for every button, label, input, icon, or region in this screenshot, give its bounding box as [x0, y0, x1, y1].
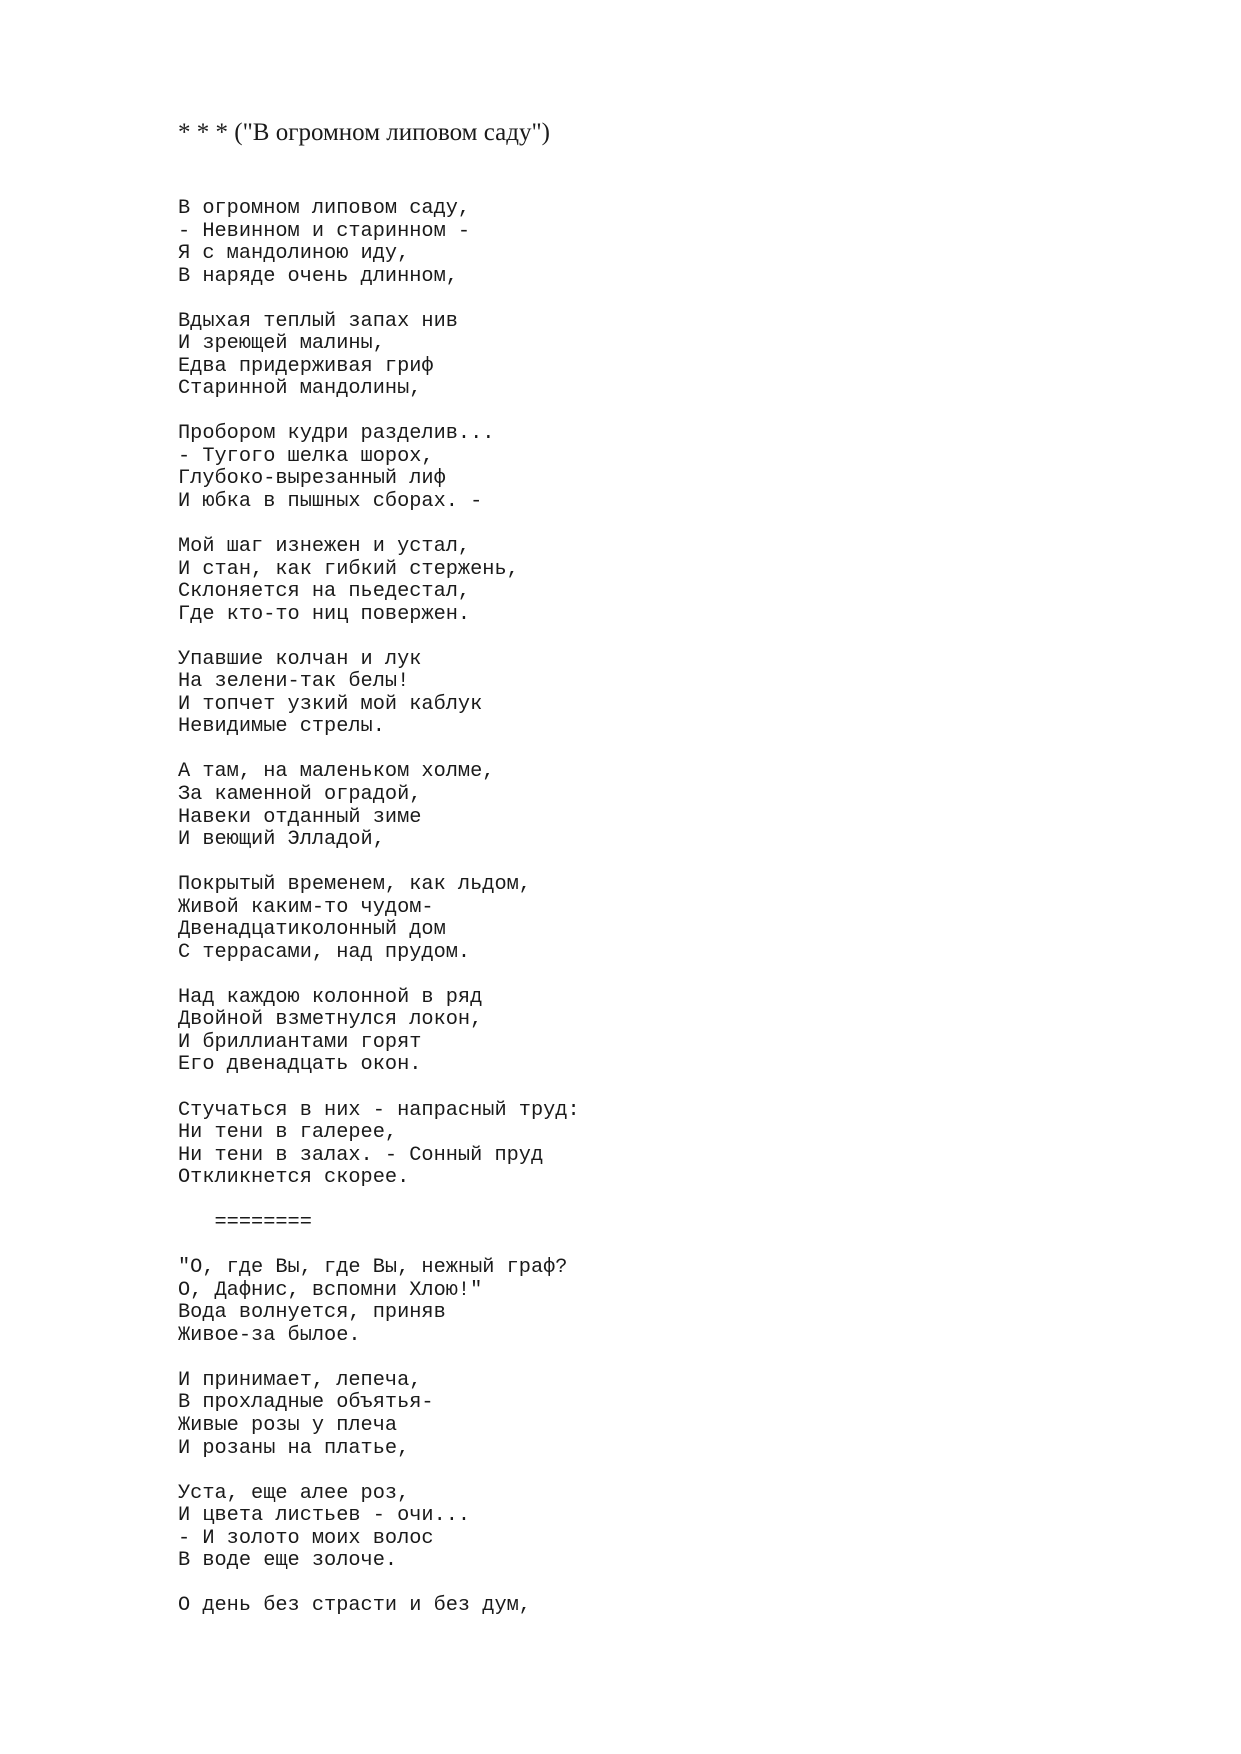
poem-line: Едва придерживая гриф — [178, 354, 434, 378]
poem-line: Стучаться в них - напрасный труд: — [178, 1098, 580, 1122]
stanza — [178, 1370, 1178, 1460]
poem-line: И розаны на платье, — [178, 1436, 410, 1460]
poem-line: И принимает, лепеча, — [178, 1368, 422, 1392]
poem-line: Мой шаг изнежен и устал, — [178, 535, 471, 559]
poem-line: Старинной мандолины, — [178, 377, 422, 401]
poem-line: И веющий Элладой, — [178, 828, 385, 852]
poem-line: Уста, еще алее роз, — [178, 1481, 410, 1505]
poem-line: - И золото моих волос — [178, 1526, 434, 1550]
poem-line: И топчет узкий мой каблук — [178, 692, 483, 716]
stanza — [178, 1595, 1178, 1618]
poem-line: И цвета листьев - очи... — [178, 1504, 471, 1528]
poem-line: Живой каким-то чудом- — [178, 895, 434, 919]
poem-line: Его двенадцать окон. — [178, 1053, 422, 1077]
poem-line: Склоняется на пьедестал, — [178, 580, 471, 604]
poem-line: Покрытый временем, как льдом, — [178, 873, 531, 897]
poem-line: Над каждою колонной в ряд — [178, 985, 483, 1009]
stanza — [178, 311, 1178, 401]
poem-line: - Невинном и старинном - — [178, 219, 471, 243]
poem-line: В огромном липовом саду, — [178, 197, 471, 220]
poem-line: Навеки отданный зиме — [178, 805, 422, 829]
stanza — [178, 536, 1178, 626]
stanza — [178, 874, 1178, 964]
poem-line: Ни тени в галерее, — [178, 1121, 398, 1145]
stanza — [178, 761, 1178, 851]
poem-line: - Тугого шелка шорох, — [178, 444, 434, 468]
poem-line: В воде еще золоче. — [178, 1549, 398, 1573]
poem-line: Где кто-то ниц повержен. — [178, 602, 471, 626]
poem-line: Вдыхая теплый запах нив — [178, 309, 458, 333]
poem-line: В наряде очень длинном, — [178, 264, 458, 288]
poem-line: И бриллиантами горят — [178, 1030, 422, 1054]
poem-line: "О, где Вы, где Вы, нежный граф? — [178, 1256, 568, 1280]
poem-line: И зреющей малины, — [178, 332, 385, 356]
poem-line: Откликнется скорее. — [178, 1166, 410, 1190]
poem-line: Двенадцатиколонный дом — [178, 918, 446, 942]
stanza — [178, 649, 1178, 739]
stanza — [178, 1257, 1178, 1347]
stanza — [178, 987, 1178, 1077]
stanza — [178, 423, 1178, 513]
poem-title: * * * ("В огромном липовом саду") — [178, 119, 550, 146]
poem-line: О день без страсти и без дум, — [178, 1594, 531, 1618]
poem-line: Ни тени в залах. - Сонный пруд — [178, 1143, 544, 1167]
poem-line: Живое-за былое. — [178, 1323, 361, 1347]
poem-line: Пробором кудри разделив... — [178, 422, 495, 446]
stanza — [178, 1483, 1178, 1573]
poem-body — [178, 198, 1178, 1640]
poem-line: Живые розы у плеча — [178, 1414, 398, 1438]
poem-line: В прохладные объятья- — [178, 1391, 434, 1415]
poem-line: Невидимые стрелы. — [178, 715, 385, 739]
poem-line: За каменной оградой, — [178, 782, 422, 806]
poem-line: На зелени-так белы! — [178, 670, 410, 694]
poem-line: И стан, как гибкий стержень, — [178, 557, 519, 581]
poem-line: Глубоко-вырезанный лиф — [178, 467, 446, 491]
poem-line: О, Дафнис, вспомни Хлою!" — [178, 1278, 483, 1302]
poem-line: И юбка в пышных сборах. - — [178, 490, 483, 514]
section-separator: ======== — [178, 1211, 312, 1235]
poem-line: С террасами, над прудом. — [178, 940, 471, 964]
stanza — [178, 1100, 1178, 1190]
poem-line: Упавшие колчан и лук — [178, 647, 422, 671]
poem-line: А там, на маленьком холме, — [178, 760, 495, 784]
stanza — [178, 198, 1178, 288]
poem-line: Я с мандолиною иду, — [178, 242, 410, 266]
poem-line: Вода волнуется, приняв — [178, 1301, 446, 1325]
poem-line: Двойной взметнулся локон, — [178, 1008, 483, 1032]
